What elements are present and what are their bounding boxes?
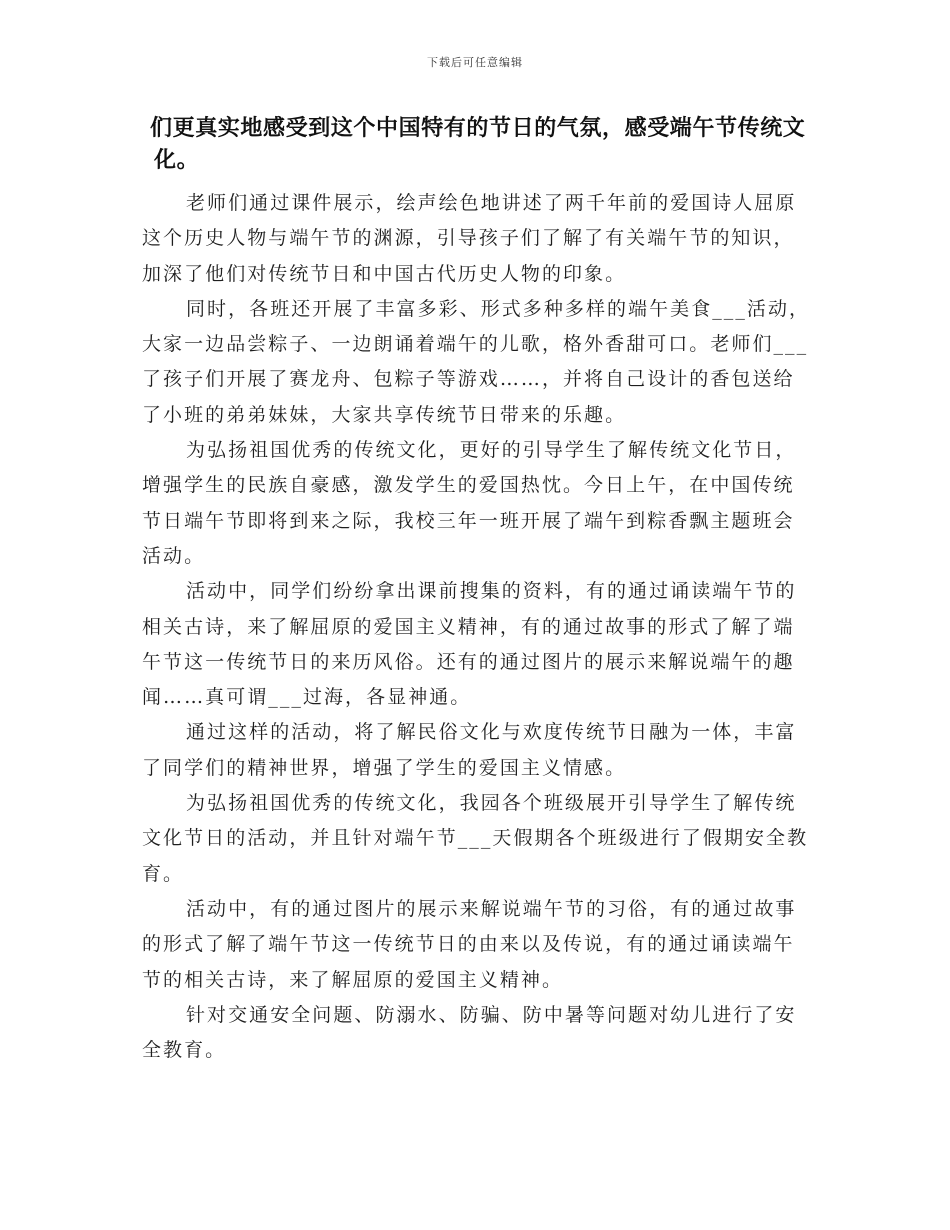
paragraph-4: 活动中，同学们纷纷拿出课前搜集的资料，有的通过诵读端午节的相关古诗，来了解屈原的爱国主义精神，有的通过故事的形式了解了端午节这一传统节日的来历风俗。还有的通过图片的展示来解说端午的趣闻……真可谓___过海，各显神通。 — [142, 580, 797, 709]
page-heading — [150, 112, 810, 176]
paragraph-7: 活动中，有的通过图片的展示来解说端午节的习俗，有的通过故事的形式了解了端午节这一传统节日的由来以及传说，有的通过诵读端午节的相关古诗，来了解屈原的爱国主义精神。 — [142, 897, 797, 991]
header-note: 下载后可任意编辑 — [427, 56, 523, 69]
paragraph-8: 针对交通安全问题、防溺水、防骗、防中暑等问题对幼儿进行了安全教育。 — [142, 1003, 797, 1062]
heading-line-2: 化。 — [154, 147, 200, 173]
paragraph-6: 为弘扬祖国优秀的传统文化，我园各个班级展开引导学生了解传统文化节日的活动，并且针对端午节___天假期各个班级进行了假期安全教育。 — [142, 792, 809, 885]
body-text — [142, 186, 812, 1068]
paragraph-2: 同时，各班还开展了丰富多彩、形式多种多样的端午美食___活动，大家一边品尝粽子、一边朗诵着端午的儿歌，格外香甜可口。老师们___了孩子们开展了赛龙舟、包粽子等游戏……，并将自己设计的香包送给了小班的弟弟妹妹，大家共享传统节日带来的乐趣。 — [142, 297, 811, 426]
paragraph-1: 老师们通过课件展示，绘声绘色地讲述了两千年前的爱国诗人屈原这个历史人物与端午节的渊源，引导孩子们了解了有关端午节的知识，加深了他们对传统节日和中国古代历史人物的印象。 — [142, 192, 797, 285]
paragraph-5: 通过这样的活动，将了解民俗文化与欢度传统节日融为一体，丰富了同学们的精神世界，增强了学生的爱国主义情感。 — [142, 721, 797, 779]
heading-line-1: 们更真实地感受到这个中国特有的节日的气氛，感受端午节传统文 — [150, 115, 806, 141]
paragraph-3: 为弘扬祖国优秀的传统文化，更好的引导学生了解传统文化节日，增强学生的民族自豪感，激发学生的爱国热忱。今日上午，在中国传统节日端午节即将到来之际，我校三年一班开展了端午到粽香飘主题班会活动。 — [142, 439, 797, 567]
